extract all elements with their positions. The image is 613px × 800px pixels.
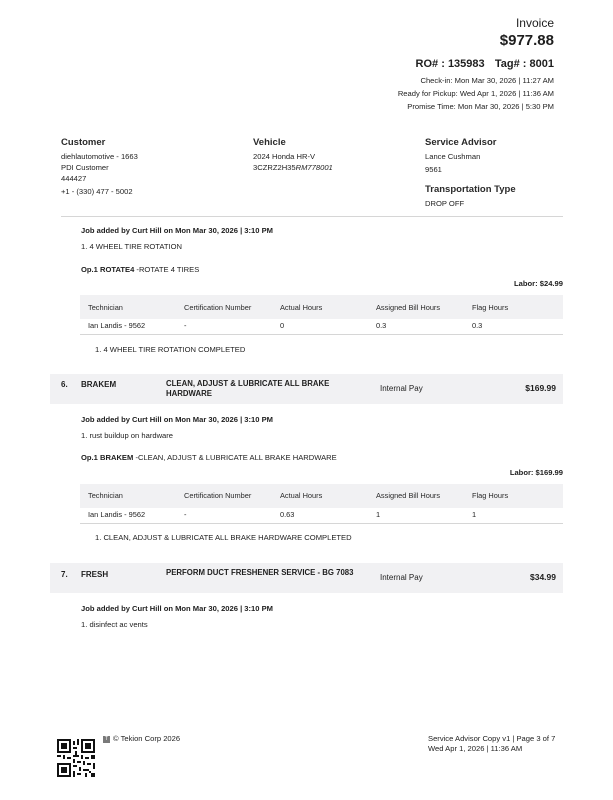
th-technician: Technician: [88, 303, 123, 312]
vehicle-model: 2024 Honda HR-V: [253, 152, 316, 161]
customer-id: 444427: [61, 174, 87, 183]
job-concern: 1. 4 WHEEL TIRE ROTATION: [81, 242, 182, 251]
section-divider: [61, 216, 563, 217]
job-concern: 1. rust buildup on hardware: [81, 431, 174, 440]
checkin-time: Check-in: Mon Mar 30, 2026 | 11:27 AM: [420, 76, 554, 85]
job-number: 7.: [61, 570, 68, 579]
th-technician: Technician: [88, 491, 123, 500]
customer-phone: +1 - (330) 477 - 5002: [61, 187, 133, 196]
qr-code: [57, 739, 95, 779]
op-line: [81, 264, 199, 275]
job-price: $169.99: [525, 383, 556, 393]
th-flag-hours: Flag Hours: [472, 491, 509, 500]
vehicle-label: Vehicle: [253, 137, 286, 148]
table-row-divider: [80, 334, 563, 335]
job-added-note: Job added by Curt Hill on Mon Mar 30, 2026 | 3:10 PM: [81, 226, 274, 235]
td-assigned-hours: 1: [376, 510, 381, 519]
footer-copyright: T © Tekion Corp 2026: [104, 734, 181, 743]
advisor-name: Lance Cushman: [425, 152, 481, 161]
ready-time: Ready for Pickup: Wed Apr 1, 2026 | 11:36 AM: [397, 89, 554, 98]
ro-tag-line: [416, 58, 554, 70]
th-assigned-hours: Assigned Bill Hours: [376, 303, 441, 312]
pay-type: Internal Pay: [380, 384, 423, 393]
td-certification: -: [184, 510, 187, 519]
labor-amount: Labor: $24.99: [514, 279, 563, 288]
advisor-block: [425, 137, 516, 209]
job-price: $34.99: [530, 572, 556, 582]
job-description: CLEAN, ADJUST & LUBRICATE ALL BRAKE HARDWARE: [166, 379, 330, 398]
pay-type: Internal Pay: [380, 573, 423, 582]
job-added-note: Job added by Curt Hill on Mon Mar 30, 2026 | 3:10 PM: [81, 415, 274, 424]
vehicle-block: [253, 137, 333, 173]
advisor-id: 9561: [425, 165, 442, 174]
labor-amount: Labor: $169.99: [509, 468, 563, 477]
customer-type: PDI Customer: [61, 163, 109, 172]
vin-suffix: RM778001: [295, 163, 333, 172]
th-assigned-hours: Assigned Bill Hours: [376, 491, 441, 500]
td-assigned-hours: 0.3: [376, 321, 387, 330]
vehicle-vin: [253, 162, 333, 173]
td-technician: Ian Landis - 9562: [88, 321, 146, 330]
th-flag-hours: Flag Hours: [472, 303, 509, 312]
op-line: [81, 452, 337, 463]
advisor-label: Service Advisor: [425, 137, 497, 148]
job-completed-note: 1. CLEAN, ADJUST & LUBRICATE ALL BRAKE HARDWARE COMPLETED: [95, 533, 352, 542]
vin-prefix: 3CZRZ2H35: [253, 163, 296, 172]
td-technician: Ian Landis - 9562: [88, 510, 146, 519]
op-code: Op.1 BRAKEM: [81, 453, 134, 462]
th-certification: Certification Number: [184, 491, 252, 500]
footer-print-date: Wed Apr 1, 2026 | 11:36 AM: [428, 744, 523, 753]
invoice-title: Invoice: [515, 16, 554, 30]
transport-value: DROP OFF: [425, 199, 465, 208]
td-actual-hours: 0: [280, 321, 285, 330]
th-actual-hours: Actual Hours: [280, 303, 323, 312]
op-description: -ROTATE 4 TIRES: [134, 265, 200, 274]
th-actual-hours: Actual Hours: [280, 491, 323, 500]
job-code: FRESH: [81, 570, 109, 579]
job-code: BRAKEM: [81, 380, 117, 389]
transport-label: Transportation Type: [425, 184, 516, 195]
td-flag-hours: 0.3: [472, 321, 483, 330]
job-concern: 1. disinfect ac vents: [81, 620, 148, 629]
op-code: Op.1 ROTATE4: [81, 265, 135, 274]
table-row-divider: [80, 523, 563, 524]
td-flag-hours: 1: [472, 510, 477, 519]
job-completed-note: 1. 4 WHEEL TIRE ROTATION COMPLETED: [95, 345, 246, 354]
customer-label: Customer: [61, 137, 106, 148]
customer-block: [61, 137, 138, 197]
td-certification: -: [184, 321, 187, 330]
op-description: -CLEAN, ADJUST & LUBRICATE ALL BRAKE HARDWARE: [133, 453, 337, 462]
job-description: PERFORM DUCT FRESHENER SERVICE - BG 7083: [166, 568, 354, 577]
ro-number: RO# : 135983: [415, 58, 485, 70]
th-certification: Certification Number: [184, 303, 252, 312]
tag-number: Tag# : 8001: [494, 58, 554, 70]
qr-code-icon: [57, 739, 95, 777]
invoice-total: $977.88: [499, 32, 554, 49]
td-actual-hours: 0.63: [280, 510, 295, 519]
job-number: 6.: [61, 380, 68, 389]
promise-time: Promise Time: Mon Mar 30, 2026 | 5:30 PM: [407, 102, 554, 111]
footer-copy-version: Service Advisor Copy v1 | Page 3 of 7: [428, 734, 556, 743]
customer-name: diehlautomotive - 1663: [61, 152, 138, 161]
tekion-logo-icon: T: [104, 735, 109, 742]
job-added-note: Job added by Curt Hill on Mon Mar 30, 2026 | 3:10 PM: [81, 604, 274, 613]
